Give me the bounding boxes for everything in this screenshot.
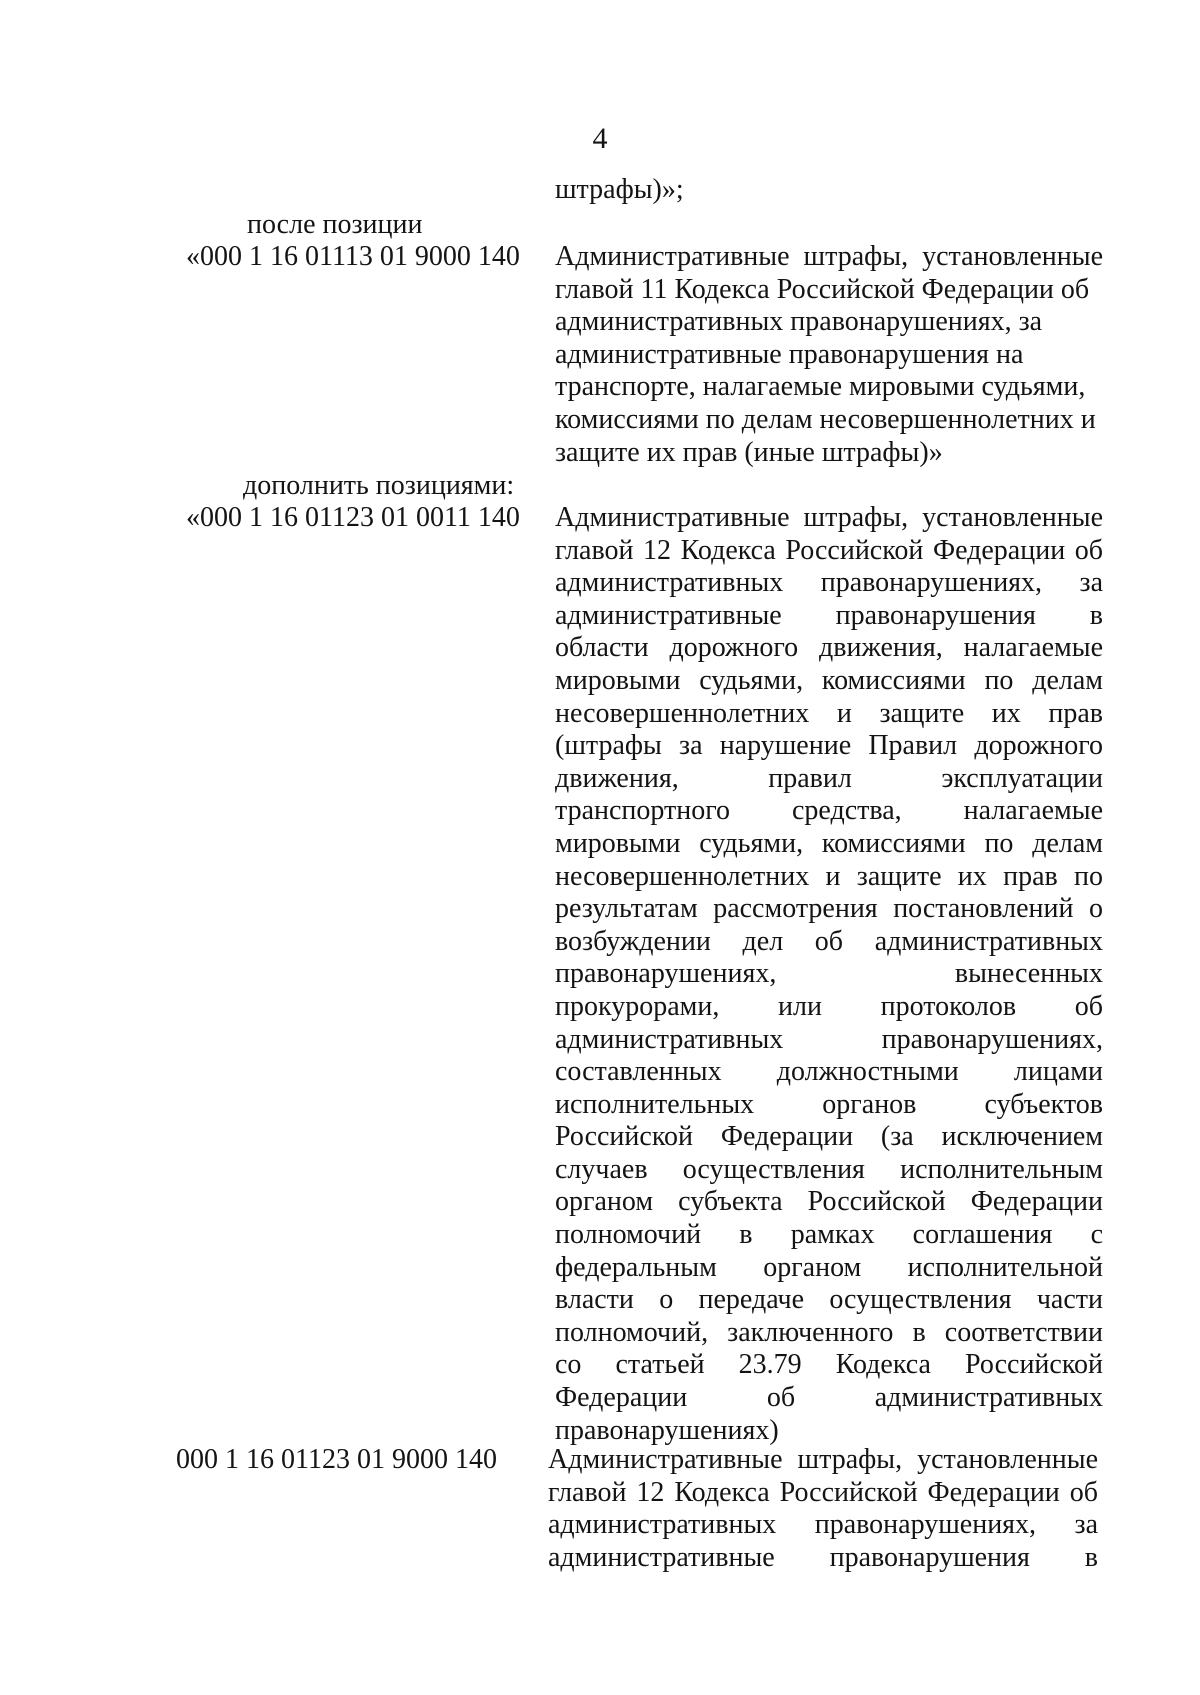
description-line: прокурорами, или протоколов об — [555, 990, 1103, 1022]
description-line: результатам рассмотрения постановлений о — [555, 893, 1103, 925]
description-line: Административные штрафы, установленные — [555, 502, 1103, 533]
description-line: транспорте, налагаемые мировыми судьями, — [555, 371, 1086, 403]
description-line: Административные штрафы, установленные — [555, 241, 1103, 272]
description-line: административных правонарушениях, — [555, 1023, 1103, 1055]
description-line: главой 12 Кодекса Российской Федерации об — [555, 534, 1103, 566]
description-line: Федерации об административных — [555, 1382, 1103, 1414]
description-line: комиссиями по делам несовершеннолетних и — [555, 403, 1096, 435]
description-line: мировыми судьями, комиссиями по делам — [555, 664, 1103, 696]
description-line: административные правонарушения в — [548, 1541, 1098, 1573]
description-line: мировыми судьями, комиссиями по делам — [555, 827, 1103, 859]
description-line: правонарушениях, вынесенных — [555, 958, 1103, 990]
description-line: административные правонарушения в — [555, 599, 1103, 631]
description-line: движения, правил эксплуатации — [555, 762, 1103, 794]
description-line: полномочий, заключенного в соответствии — [555, 1316, 1103, 1348]
description-line: Административные штрафы, установленные — [548, 1444, 1098, 1475]
section3-code: 000 1 16 01123 01 9000 140 — [176, 1444, 497, 1475]
description-line: исполнительных органов субъектов — [555, 1088, 1103, 1120]
section1-description — [555, 241, 1103, 469]
description-line: главой 12 Кодекса Российской Федерации об — [548, 1476, 1098, 1508]
description-line: федеральным органом исполнительной — [555, 1251, 1103, 1283]
description-line: случаев осуществления исполнительным — [555, 1153, 1103, 1185]
section1-intro: после позиции — [247, 209, 423, 240]
description-line: со статьей 23.79 Кодекса Российской — [555, 1349, 1103, 1381]
description-line: несовершеннолетних и защите их прав по — [555, 860, 1103, 892]
continuation-text: штрафы)»; — [555, 174, 684, 205]
description-line: защите их прав (иные штрафы)» — [555, 436, 943, 468]
description-line: полномочий в рамках соглашения с — [555, 1219, 1103, 1251]
description-line: административных правонарушениях, за — [555, 567, 1103, 599]
description-line: административные правонарушения на — [555, 338, 1024, 370]
page-number: 4 — [592, 122, 608, 155]
section2-description — [555, 502, 1103, 1447]
description-line: органом субъекта Российской Федерации — [555, 1186, 1103, 1218]
description-line: области дорожного движения, налагаемые — [555, 632, 1103, 664]
section3-description — [548, 1444, 1098, 1574]
description-line: несовершеннолетних и защите их прав — [555, 697, 1103, 729]
section2-intro: дополнить позициями: — [243, 470, 515, 501]
description-line: (штрафы за нарушение Правил дорожного — [555, 730, 1103, 762]
description-line: составленных должностными лицами — [555, 1056, 1103, 1088]
description-line: возбуждении дел об административных — [555, 925, 1103, 957]
section1-code: «000 1 16 01113 01 9000 140 — [186, 241, 520, 272]
description-line: власти о передаче осуществления части — [555, 1284, 1103, 1316]
description-line: административных правонарушениях, за — [548, 1509, 1098, 1541]
description-line: административных правонарушениях, за — [555, 306, 1043, 338]
description-line: Российской Федерации (за исключением — [555, 1121, 1103, 1153]
description-line: правонарушениях) — [555, 1414, 779, 1446]
description-line: главой 11 Кодекса Российской Федерации об — [555, 273, 1090, 305]
description-line: транспортного средства, налагаемые — [555, 795, 1103, 827]
section2-code: «000 1 16 01123 01 0011 140 — [186, 502, 520, 533]
